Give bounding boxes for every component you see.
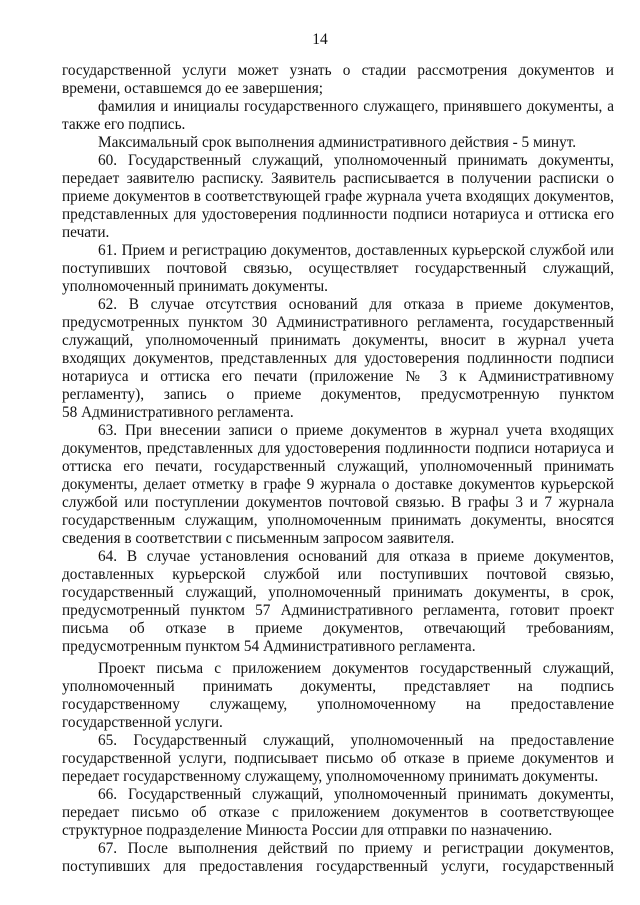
text-line: печати. [62,224,110,241]
text-line: 60. Государственный служащий, уполномоченный принимать документы, [98,152,614,169]
text-line: 62. В случае отсутствия оснований для отказа в приеме документов, [98,296,614,313]
text-line: поступивших для предоставления государственный услуги, государственный [62,858,614,875]
text-line: государственной услуги может узнать о стадии рассмотрения документов и [62,62,614,79]
text-line: представленных для удостоверения подлинности подписи нотариуса и оттиска его [62,206,614,223]
text-line: 65. Государственный служащий, уполномоченный на предоставление [98,732,614,749]
paragraph [62,422,614,548]
text-line: предусмотренных пунктом 30 Административного регламента, государственный [62,314,614,331]
page-number: 14 [312,31,328,48]
text-line: оттиска его печати, государственный служащий, уполномоченный принимать [62,458,614,475]
text-line: 58 Административного регламента. [62,404,294,421]
text-line: структурное подразделение Минюста России для отправки по назначению. [62,822,553,839]
text-line: регламенту), запись о приеме документов, предусмотренную пунктом [62,386,614,403]
text-line: входящих документов, представленных для удостоверения подлинности подписи [62,350,614,367]
text-line: 64. В случае установления оснований для отказа в приеме документов, [98,548,614,565]
paragraph [62,660,614,732]
text-line: передает заявителю расписку. Заявитель расписывается в получении расписки о [62,170,614,187]
text-line: письма об отказе в приеме документов, отвечающий требованиям, [62,620,614,637]
document-body [62,62,614,876]
text-line: Проект письма с приложением документов государственный служащий, [98,660,614,677]
text-line: сведения в соответствии с письменным запросом заявителя. [62,530,455,547]
text-line: поступивших почтовой связью, осуществляет государственный служащий, [62,260,614,277]
text-line: уполномоченный принимать документы. [62,278,328,295]
paragraph [62,548,614,656]
paragraph [62,134,614,152]
paragraph [62,152,614,242]
text-line: государственный служащий, уполномоченный принимать документы, в срок, [62,584,614,601]
text-line: предусмотренным пунктом 54 Административного регламента. [62,638,476,655]
text-line: документы, делает отметку в графе 9 журнала о доставке документов курьерской [62,476,614,493]
text-line: службой или поступлении документов почтовой связью. В графы 3 и 7 журнала [62,494,614,511]
text-line: 66. Государственный служащий, уполномоченный принимать документы, [98,786,614,803]
text-line: приеме документов в соответствующей графе журнала учета входящих документов, [62,188,614,205]
text-line: передает письмо об отказе с приложением документов в соответствующее [62,804,614,821]
text-line: служащий, уполномоченный принимать документы, вносит в журнал учета [62,332,614,349]
paragraph [62,732,614,786]
text-line: государственному служащему, уполномоченному на предоставление [62,696,614,713]
text-line: 63. При внесении записи о приеме документов в журнал учета входящих [98,422,614,439]
paragraph [62,296,614,422]
text-line: государственным служащим, уполномоченным принимать документы, вносятся [62,512,614,529]
text-line: нотариуса и оттиска его печати (приложение № 3 к Административному [62,368,614,385]
text-line: уполномоченный принимать документы, представляет на подпись [62,678,614,695]
text-line: 61. Прием и регистрацию документов, доставленных курьерской службой или [98,242,614,259]
text-line: документов, представленных для удостоверения подлинности подписи нотариуса и [62,440,614,457]
text-line: доставленных курьерской службой или поступивших почтовой связью, [62,566,614,583]
paragraph [62,840,614,876]
text-line: государственной услуги. [62,714,223,731]
paragraph [62,62,614,98]
text-line: предусмотренный пунктом 57 Административного регламента, готовит проект [62,602,614,619]
paragraph [62,242,614,296]
text-line: времени, оставшемся до ее завершения; [62,80,324,97]
text-line: фамилия и инициалы государственного служащего, принявшего документы, а [98,98,614,115]
paragraph [62,98,614,134]
text-line: передает государственному служащему, уполномоченному принимать документы. [62,768,599,785]
text-line: государственной услуги, подписывает письмо об отказе в приеме документов и [62,750,614,767]
text-line: Максимальный срок выполнения административного действия - 5 минут. [98,134,577,151]
text-line: также его подпись. [62,116,186,133]
paragraph [62,786,614,840]
text-line: 67. После выполнения действий по приему и регистрации документов, [98,840,614,857]
